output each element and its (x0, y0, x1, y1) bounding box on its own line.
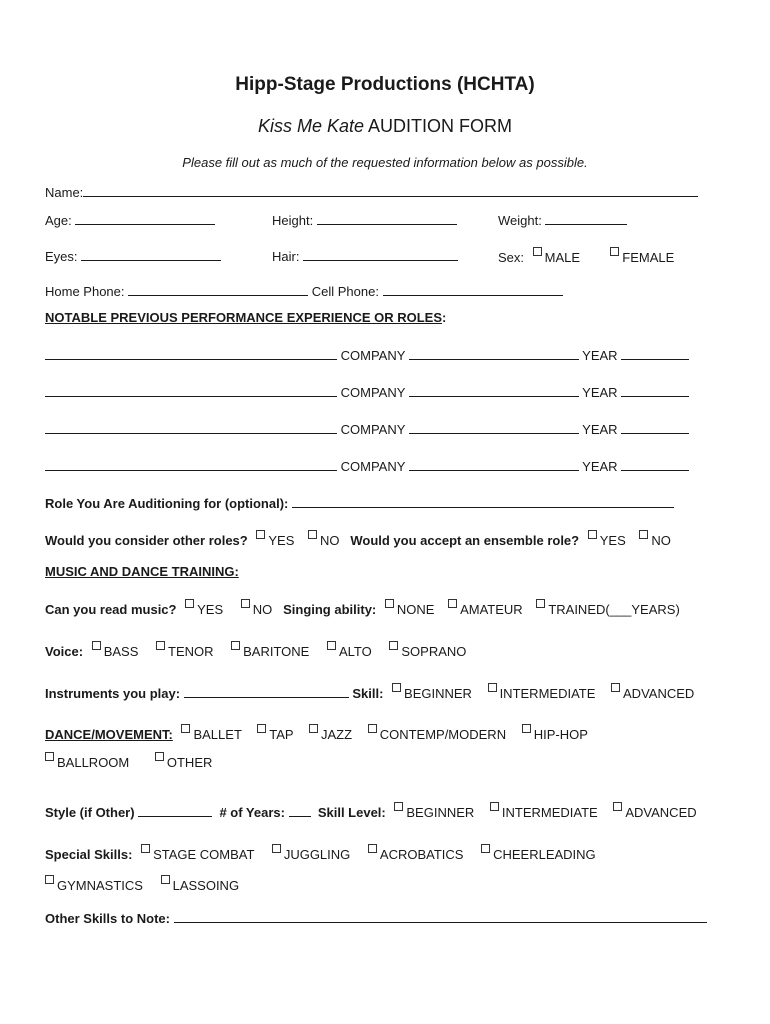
year-field[interactable] (621, 346, 689, 360)
home-phone-field[interactable] (128, 282, 308, 296)
year-label: YEAR (582, 348, 618, 363)
company-field[interactable] (409, 457, 579, 471)
style-field[interactable] (138, 803, 212, 817)
singing-amateur-checkbox[interactable] (448, 599, 457, 608)
company-label: COMPANY (340, 385, 406, 400)
weight-group (498, 211, 627, 228)
experience-heading-colon: : (442, 310, 447, 325)
experience-row-1 (45, 346, 689, 363)
instrument-intermediate-label: INTERMEDIATE (499, 686, 596, 701)
instrument-intermediate-checkbox[interactable] (488, 683, 497, 692)
hair-field[interactable] (303, 247, 458, 261)
dance-ballet-checkbox[interactable] (181, 724, 190, 733)
year-label: YEAR (582, 459, 618, 474)
years-field[interactable] (289, 803, 311, 817)
years-label: # of Years: (219, 805, 285, 820)
year-field[interactable] (621, 457, 689, 471)
dance-style-row (45, 802, 697, 820)
voice-label: Voice: (45, 644, 84, 659)
lassoing-checkbox[interactable] (161, 875, 170, 884)
female-label: FEMALE (622, 250, 675, 265)
dance-advanced-checkbox[interactable] (613, 802, 622, 811)
experience-row-2 (45, 383, 689, 400)
acrobatics-label: ACROBATICS (379, 847, 464, 862)
other-roles-question: Would you consider other roles? (45, 533, 248, 548)
dance-row-2 (40, 752, 212, 770)
instruments-label: Instruments you play: (45, 686, 181, 701)
name-label: Name: (45, 185, 84, 200)
juggling-checkbox[interactable] (272, 844, 281, 853)
eyes-field[interactable] (81, 247, 221, 261)
height-field[interactable] (317, 211, 457, 225)
special-skills-row-2 (40, 875, 239, 893)
other-roles-yes-label: YES (268, 533, 295, 548)
stage-combat-checkbox[interactable] (141, 844, 150, 853)
read-music-row (45, 599, 680, 617)
dance-jazz-label: JAZZ (321, 727, 353, 742)
company-field[interactable] (409, 420, 579, 434)
singing-none-label: NONE (396, 602, 435, 617)
voice-soprano-checkbox[interactable] (389, 641, 398, 650)
home-phone-label: Home Phone: (45, 284, 125, 299)
dance-beginner-label: BEGINNER (406, 805, 475, 820)
dance-ballroom-checkbox[interactable] (45, 752, 54, 761)
cell-phone-label: Cell Phone: (311, 284, 379, 299)
voice-baritone-label: BARITONE (243, 644, 310, 659)
other-skills-field[interactable] (174, 909, 707, 923)
read-music-yes-label: YES (197, 602, 224, 617)
special-skills-row-1 (45, 844, 596, 862)
other-skills-row (45, 909, 707, 926)
dance-hiphop-label: HIP-HOP (533, 727, 588, 742)
other-roles-yes-checkbox[interactable] (256, 530, 265, 539)
dance-beginner-checkbox[interactable] (394, 802, 403, 811)
other-skills-label: Other Skills to Note: (45, 911, 170, 926)
music-heading: MUSIC AND DANCE TRAINING: (45, 564, 239, 579)
eyes-group (45, 247, 221, 264)
ensemble-no-checkbox[interactable] (639, 530, 648, 539)
voice-row (45, 641, 466, 659)
voice-soprano-label: SOPRANO (401, 644, 467, 659)
dance-advanced-label: ADVANCED (625, 805, 697, 820)
role-field[interactable] (45, 457, 337, 471)
form-title: Hipp-Stage Productions (HCHTA) (235, 74, 535, 95)
role-field[interactable] (45, 346, 337, 360)
company-field[interactable] (409, 383, 579, 397)
experience-heading-text: NOTABLE PREVIOUS PERFORMANCE EXPERIENCE OR ROLES (45, 310, 443, 325)
dance-ballroom-label: BALLROOM (57, 755, 130, 770)
hair-group (272, 247, 458, 264)
skill-level-label: Skill Level: (317, 805, 386, 820)
name-row (45, 183, 698, 200)
instrument-beginner-label: BEGINNER (404, 686, 472, 701)
acrobatics-checkbox[interactable] (368, 844, 377, 853)
experience-row-4 (45, 457, 689, 474)
dance-contemp-label: CONTEMP/MODERN (379, 727, 507, 742)
cheerleading-label: CHEERLEADING (493, 847, 596, 862)
year-field[interactable] (621, 420, 689, 434)
name-field[interactable] (83, 183, 698, 197)
female-checkbox[interactable] (610, 247, 619, 256)
company-field[interactable] (409, 346, 579, 360)
ensemble-yes-checkbox[interactable] (588, 530, 597, 539)
ensemble-question: Would you accept an ensemble role? (350, 533, 580, 548)
role-field[interactable] (45, 383, 337, 397)
role-field[interactable] (45, 420, 337, 434)
show-name: Kiss Me Kate (257, 116, 365, 136)
instruments-field[interactable] (184, 684, 349, 698)
singing-label: Singing ability: (283, 602, 377, 617)
dance-heading: DANCE/MOVEMENT: (45, 727, 173, 742)
dance-other-label: OTHER (166, 755, 213, 770)
dance-intermediate-checkbox[interactable] (490, 802, 499, 811)
read-music-yes-checkbox[interactable] (185, 599, 194, 608)
experience-row-3 (45, 420, 689, 437)
dance-tap-checkbox[interactable] (257, 724, 266, 733)
juggling-label: JUGGLING (283, 847, 351, 862)
height-group (272, 211, 457, 228)
read-music-no-label: NO (252, 602, 273, 617)
weight-field[interactable] (545, 211, 627, 225)
experience-heading (45, 310, 446, 325)
other-roles-no-checkbox[interactable] (308, 530, 317, 539)
dance-tap-label: TAP (269, 727, 294, 742)
singing-amateur-label: AMATEUR (460, 602, 523, 617)
male-checkbox[interactable] (533, 247, 542, 256)
height-label: Height: (272, 213, 314, 228)
eyes-label: Eyes: (45, 249, 78, 264)
other-roles-no-label: NO (320, 533, 340, 548)
company-label: COMPANY (340, 422, 406, 437)
year-label: YEAR (582, 385, 618, 400)
read-music-no-checkbox[interactable] (241, 599, 250, 608)
age-label: Age: (45, 213, 72, 228)
style-label: Style (if Other) (45, 805, 135, 820)
instrument-advanced-label: ADVANCED (623, 686, 695, 701)
voice-baritone-checkbox[interactable] (231, 641, 240, 650)
ensemble-yes-label: YES (599, 533, 626, 548)
singing-none-checkbox[interactable] (385, 599, 394, 608)
instrument-beginner-checkbox[interactable] (392, 683, 401, 692)
male-label: MALE (544, 250, 581, 265)
form-instructions: Please fill out as much of the requested information below as possible. (182, 155, 588, 170)
form-subtitle (0, 116, 770, 137)
ensemble-no-label: NO (651, 533, 671, 548)
voice-bass-checkbox[interactable] (92, 641, 101, 650)
phone-row (45, 282, 563, 299)
dance-row-1 (45, 724, 588, 742)
read-music-question: Can you read music? (45, 602, 177, 617)
company-label: COMPANY (340, 459, 406, 474)
singing-trained-checkbox[interactable] (536, 599, 545, 608)
company-label: COMPANY (340, 348, 406, 363)
voice-bass-label: BASS (103, 644, 139, 659)
voice-tenor-checkbox[interactable] (156, 641, 165, 650)
instrument-advanced-checkbox[interactable] (611, 683, 620, 692)
voice-tenor-label: TENOR (168, 644, 214, 659)
voice-alto-label: ALTO (338, 644, 372, 659)
role-audition-label: Role You Are Auditioning for (optional): (45, 496, 289, 511)
role-audition-row (45, 494, 674, 511)
instrument-skill-label: Skill: (352, 686, 384, 701)
stage-combat-label: STAGE COMBAT (153, 847, 255, 862)
role-audition-field[interactable] (292, 494, 674, 508)
dance-jazz-checkbox[interactable] (309, 724, 318, 733)
dance-intermediate-label: INTERMEDIATE (501, 805, 598, 820)
special-skills-label: Special Skills: (45, 847, 133, 862)
voice-alto-checkbox[interactable] (327, 641, 336, 650)
dance-hiphop-checkbox[interactable] (522, 724, 531, 733)
lassoing-label: LASSOING (172, 878, 240, 893)
form-name: AUDITION FORM (368, 116, 513, 136)
singing-trained-label: TRAINED(___YEARS) (548, 602, 680, 617)
cheerleading-checkbox[interactable] (481, 844, 490, 853)
instruments-row (45, 683, 694, 701)
weight-label: Weight: (498, 213, 542, 228)
sex-label: Sex: (498, 250, 525, 265)
gymnastics-checkbox[interactable] (45, 875, 54, 884)
age-field[interactable] (75, 211, 215, 225)
dance-ballet-label: BALLET (193, 727, 242, 742)
sex-group (498, 247, 674, 265)
dance-other-checkbox[interactable] (155, 752, 164, 761)
cell-phone-field[interactable] (383, 282, 563, 296)
year-field[interactable] (621, 383, 689, 397)
age-group (45, 211, 215, 228)
roles-question-row (45, 530, 671, 548)
dance-contemp-checkbox[interactable] (368, 724, 377, 733)
hair-label: Hair: (272, 249, 300, 264)
gymnastics-label: GYMNASTICS (57, 878, 143, 893)
year-label: YEAR (582, 422, 618, 437)
